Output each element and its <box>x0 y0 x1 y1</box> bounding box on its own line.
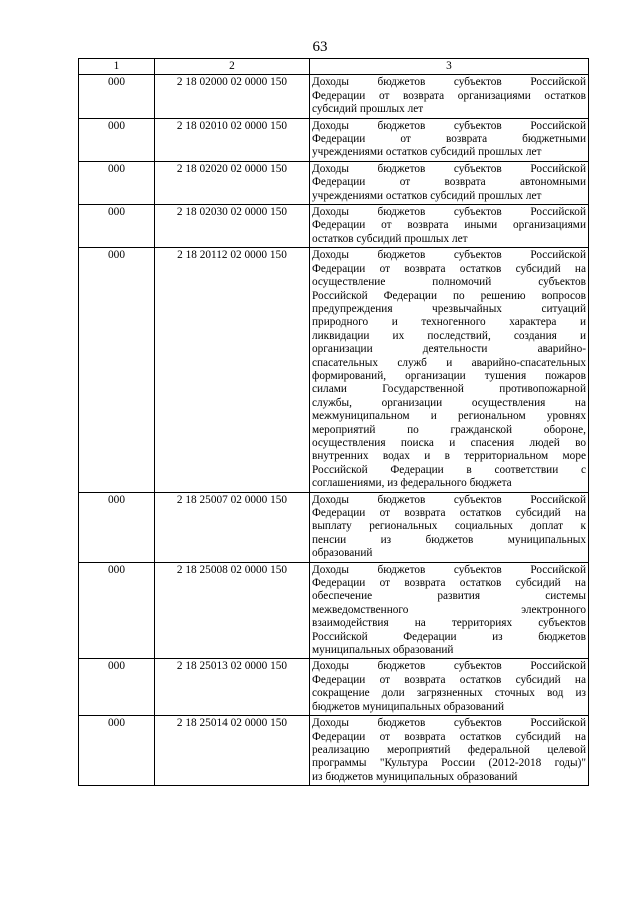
income-name-line: субсидий прошлых лет <box>312 103 424 116</box>
income-name-cell <box>310 492 589 562</box>
income-name-line: Федерации от возврата остатков субсидий на <box>312 262 586 275</box>
income-name-cell <box>310 75 589 118</box>
income-name-cell <box>310 248 589 492</box>
admin-code-cell: 000 <box>79 248 155 492</box>
income-name-line: Федерации от возврата остатков субсидий на <box>312 507 586 519</box>
income-name-line: формирований, организации тушения пожаров <box>312 369 586 382</box>
income-name-line: пенсии из бюджетов муниципальных <box>312 533 586 546</box>
admin-code-cell: 000 <box>79 75 155 118</box>
admin-code-cell: 000 <box>79 659 155 716</box>
income-name-line: Российской Федерации в соответствии с <box>312 463 586 476</box>
income-name-line: силами Государственной противопожарной <box>312 383 586 396</box>
income-name-cell <box>310 716 589 786</box>
budget-classification-table <box>78 58 589 786</box>
income-name-cell <box>310 118 589 161</box>
income-name-line: осуществления поиска и спасения людей во <box>312 436 586 449</box>
income-name-line: Федерации от возврата остатков субсидий на <box>312 730 586 743</box>
page-number: 63 <box>312 39 328 55</box>
admin-code-cell: 000 <box>79 161 155 204</box>
income-name-line: учреждениями остатков субсидий прошлых лет <box>312 146 542 159</box>
income-name-line: межведомственного электронного <box>312 603 586 616</box>
admin-code-cell: 000 <box>79 118 155 161</box>
income-name-line: Федерации от возврата бюджетными <box>312 133 586 146</box>
income-name-line: Доходы бюджетов субъектов Российской <box>312 717 586 730</box>
table-row <box>79 716 589 786</box>
table-row <box>79 562 589 659</box>
income-name-line: предупреждения чрезвычайных ситуаций <box>312 302 586 315</box>
income-name-line: из бюджетов муниципальных образований <box>312 770 518 783</box>
admin-code-cell: 000 <box>79 205 155 248</box>
income-name-line: Федерации от возврата остатков субсидий на <box>312 673 586 686</box>
column-header-3: 3 <box>310 59 589 75</box>
income-name-line: Доходы бюджетов субъектов Российской <box>312 563 586 576</box>
income-name-line: организации деятельности аварийно- <box>312 343 586 356</box>
income-name-line: межмуниципальном и региональном уровнях <box>312 410 586 423</box>
income-code-cell: 2 18 25008 02 0000 150 <box>155 562 310 659</box>
income-name-cell <box>310 562 589 659</box>
admin-code-cell: 000 <box>79 492 155 562</box>
income-name-line: Федерации от возврата организациями остатков <box>312 89 586 102</box>
income-name-line: Доходы бюджетов субъектов Российской <box>312 162 586 175</box>
income-code-cell: 2 18 02000 02 0000 150 <box>155 75 310 118</box>
column-header-1: 1 <box>79 59 155 75</box>
income-name-line: ликвидации их последствий, создания и <box>312 329 586 342</box>
table-row <box>79 75 589 118</box>
income-code-cell: 2 18 25007 02 0000 150 <box>155 492 310 562</box>
income-name-line: Федерации от возврата иными организациями <box>312 219 586 232</box>
income-name-line: осуществление полномочий субъектов <box>312 276 586 289</box>
table-row <box>79 118 589 161</box>
income-code-cell: 2 18 02010 02 0000 150 <box>155 118 310 161</box>
table-row <box>79 161 589 204</box>
income-name-line: Доходы бюджетов субъектов Российской <box>312 660 586 673</box>
income-name-line: сокращение доли загрязненных сточных вод из <box>312 687 586 700</box>
table-row <box>79 248 589 492</box>
income-name-line: взаимодействия на территориях субъектов <box>312 617 586 630</box>
income-code-cell: 2 18 02030 02 0000 150 <box>155 205 310 248</box>
income-name-line: Доходы бюджетов субъектов Российской <box>312 493 586 506</box>
income-name-line: соглашениями, из федерального бюджета <box>312 477 512 490</box>
income-name-line: внутренних водах и в территориальном море <box>312 450 586 463</box>
admin-code-cell: 000 <box>79 716 155 786</box>
income-name-cell <box>310 161 589 204</box>
table-header-row <box>79 59 589 75</box>
income-code-cell: 2 18 25013 02 0000 150 <box>155 659 310 716</box>
income-name-line: муниципальных образований <box>312 644 454 657</box>
income-name-line: Доходы бюджетов субъектов Российской <box>312 206 586 219</box>
income-name-line: Российской Федерации по решению вопросов <box>312 289 586 302</box>
income-name-line: мероприятий по гражданской обороне, <box>312 423 586 436</box>
income-name-line: обеспечение развития системы <box>312 590 586 603</box>
income-name-cell <box>310 659 589 716</box>
table-row <box>79 205 589 248</box>
income-name-line: бюджетов муниципальных образований <box>312 700 505 713</box>
income-name-line: Доходы бюджетов субъектов Российской <box>312 76 586 89</box>
income-name-line: Доходы бюджетов субъектов Российской <box>312 249 586 262</box>
income-name-line: Федерации от возврата автономными <box>312 176 586 189</box>
income-code-cell: 2 18 20112 02 0000 150 <box>155 248 310 492</box>
admin-code-cell: 000 <box>79 562 155 659</box>
income-code-cell: 2 18 02020 02 0000 150 <box>155 161 310 204</box>
income-name-line: остатков субсидий прошлых лет <box>312 232 468 245</box>
income-name-line: реализацию мероприятий федеральной целевой <box>312 743 586 756</box>
table-row <box>79 659 589 716</box>
income-code-cell: 2 18 25014 02 0000 150 <box>155 716 310 786</box>
income-name-line: учреждениями остатков субсидий прошлых лет <box>312 189 542 202</box>
income-name-line: Федерации от возврата остатков субсидий на <box>312 577 586 590</box>
income-name-line: программы "Культура России (2012-2018 годы)" <box>312 757 586 770</box>
income-name-line: Российской Федерации из бюджетов <box>312 630 586 643</box>
income-name-cell <box>310 205 589 248</box>
income-name-line: выплату региональных социальных доплат к <box>312 520 586 533</box>
income-name-line: Доходы бюджетов субъектов Российской <box>312 119 586 132</box>
table-row <box>79 492 589 562</box>
income-name-line: природного и техногенного характера и <box>312 316 586 329</box>
income-name-line: службы, организации осуществления на <box>312 396 586 409</box>
column-header-2: 2 <box>155 59 310 75</box>
table-body <box>79 75 589 786</box>
income-name-line: образований <box>312 547 373 560</box>
income-name-line: спасательных служб и аварийно-спасательных <box>312 356 586 369</box>
